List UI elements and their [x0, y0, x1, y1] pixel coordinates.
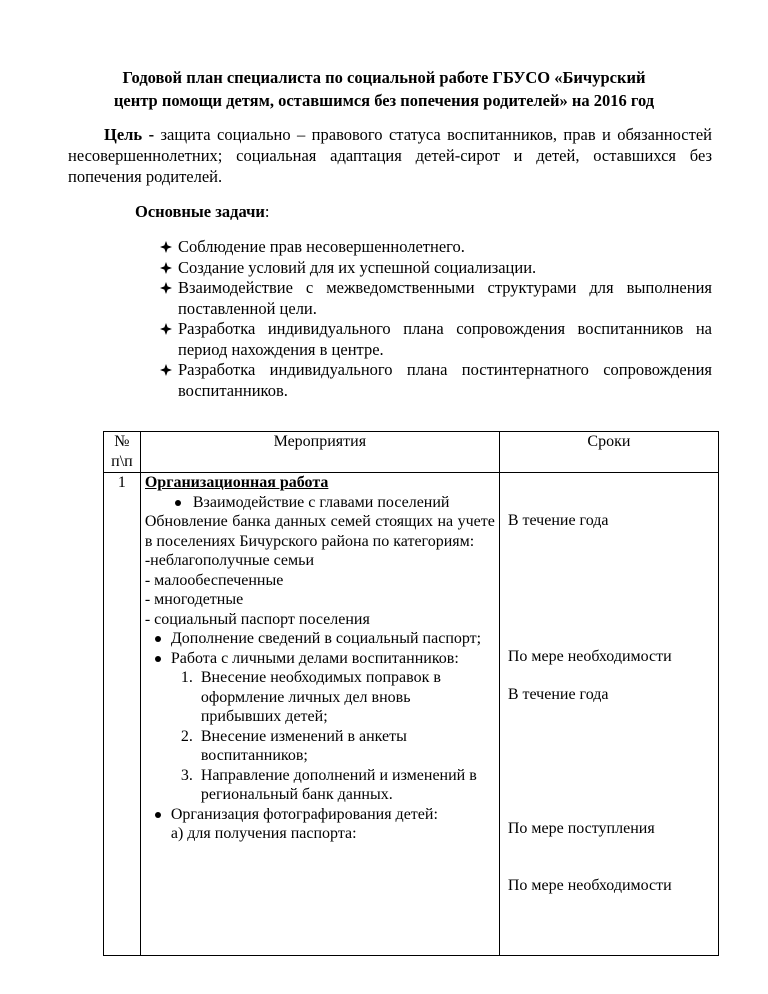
- task-item: Разработка индивидуального плана сопровождения воспитанников на период нахождения в центре.: [160, 319, 712, 360]
- bank-update-text: Обновление банка данных семей стоящих на учете в поселениях Бичурского района по категориям:: [144, 513, 495, 550]
- bullet-dot-icon: [155, 636, 161, 642]
- numbered-item: 3. Направление дополнений и изменений в региональный банк данных.: [180, 766, 477, 803]
- goal-text: защита социально – правового статуса воспитанников, прав и обязанностей несовершеннолетних; социальная адаптация детей-сирот и детей, оставшихся без попечения родителей.: [68, 125, 712, 186]
- goal-paragraph: [68, 124, 712, 187]
- bullet-dot-icon: [175, 500, 181, 506]
- list-item: Организация фотографирования детей:: [145, 805, 495, 825]
- task-item: Соблюдение прав несовершеннолетнего.: [160, 237, 712, 258]
- bullet-dot-icon: [155, 812, 161, 818]
- category-item: - малообеспеченные: [144, 571, 284, 589]
- numbered-item: 1. Внесение необходимых поправок в оформление личных дел вновь прибывших детей;: [180, 669, 441, 725]
- table-row: [104, 473, 719, 956]
- header-num: № п\п: [104, 432, 141, 473]
- diamond-bullet-icon: [160, 241, 172, 253]
- numbered-item: 2. Внесение изменений в анкеты воспитанников;: [180, 727, 407, 764]
- header-events: Мероприятия: [140, 432, 499, 473]
- term-text: По мере необходимости: [507, 877, 672, 894]
- category-item: -неблагополучные семьи: [144, 552, 315, 569]
- category-item: - многодетные: [144, 591, 244, 608]
- task-item: Разработка индивидуального плана постинтернатного сопровождения воспитанников.: [160, 360, 712, 401]
- title-line-2: центр помощи детям, оставшимся без попечения родителей» на 2016 год: [113, 91, 655, 110]
- diamond-bullet-icon: [160, 282, 172, 294]
- goal-label: Цель -: [104, 125, 155, 144]
- tasks-label: Основные задачи: [135, 202, 265, 221]
- diamond-bullet-icon: [160, 323, 172, 335]
- term-text: В течение года: [507, 686, 609, 703]
- bullet-dot-icon: [155, 656, 161, 662]
- tasks-heading: [135, 202, 269, 222]
- row-terms: [499, 473, 718, 956]
- term-text: По мере необходимости: [507, 648, 672, 665]
- task-item: Создание условий для их успешной социализации.: [160, 258, 712, 279]
- diamond-bullet-icon: [160, 364, 172, 376]
- category-item: - социальный паспорт поселения: [144, 610, 370, 628]
- list-item: Работа с личными делами воспитанников:: [145, 649, 495, 669]
- row-num: 1: [104, 473, 141, 956]
- term-text: По мере поступления: [507, 820, 655, 837]
- tasks-colon: :: [264, 202, 270, 221]
- diamond-bullet-icon: [160, 262, 172, 274]
- table-header-row: [104, 432, 719, 473]
- plan-table: [103, 431, 719, 956]
- task-item: Взаимодействие с межведомственными структурами для выполнения поставленной цели.: [160, 278, 712, 319]
- photo-sub-item: а) для получения паспорта:: [170, 825, 357, 842]
- title-line-1: Годовой план специалиста по социальной работе ГБУСО «Бичурский: [122, 68, 646, 87]
- tasks-list: [160, 237, 712, 401]
- document-title: [60, 66, 708, 112]
- term-text: В течение года: [507, 512, 609, 529]
- section-title: Организационная работа: [144, 474, 329, 491]
- header-terms: Сроки: [499, 432, 718, 473]
- list-item: Дополнение сведений в социальный паспорт;: [145, 629, 495, 649]
- row-events: [140, 473, 499, 956]
- list-item: Взаимодействие с главами поселений: [145, 493, 495, 513]
